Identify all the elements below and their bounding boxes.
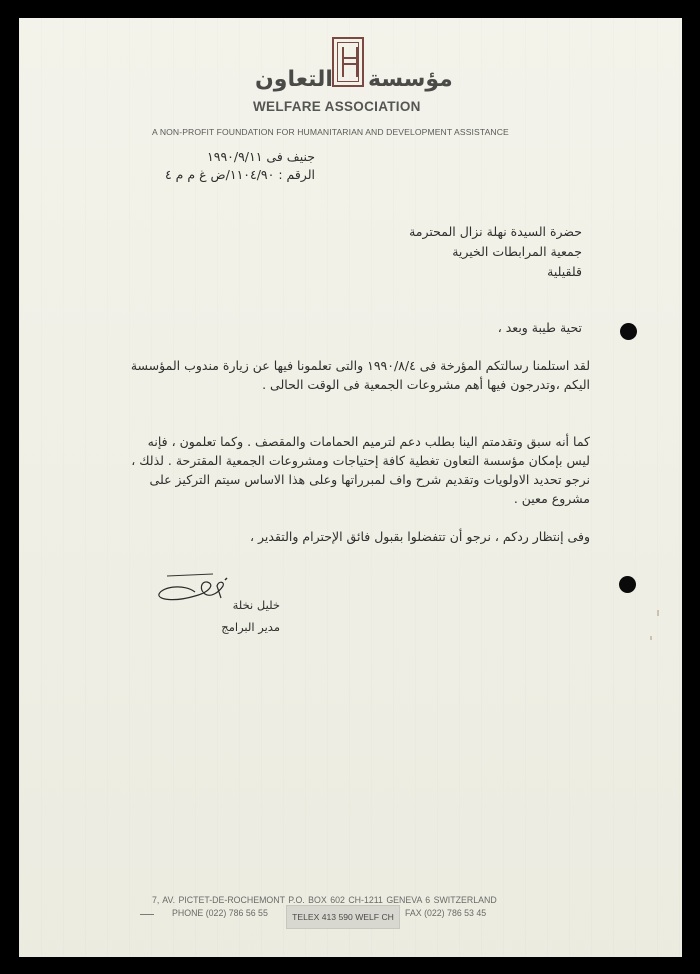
footer-address: 7, AV. PICTET-DE-ROCHEMONT P.O. BOX 602 CH-1211 GENEVA 6 SWITZERLAND [152,895,497,905]
dateline: جنيف فى ١٩٩٠/٩/١١ [207,149,315,164]
reference-number: الرقم : ١١٠٤/٩٠/ض غ م م ٤ [164,167,315,182]
organization-name: WELFARE ASSOCIATION [253,99,421,114]
closing-paragraph: وفى إنتظار ردكم ، نرجو أن تتفضلوا بقبول فائق الإحترام والتقدير ، [250,529,590,544]
paper-speck [650,636,652,640]
paper-speck [657,610,659,616]
body-paragraph-1: لقد استلمنا رسالتكم المؤرخة فى ١٩٩٠/٨/٤ والتى تعلمونا فيها عن زيارة مندوب المؤسسة اليكم ،وتدرجون فيها أهم مشروعات الجمعية فى الوقت الحالى . [130,358,590,392]
footer-phone: PHONE (022) 786 56 55 [172,908,268,918]
recipient-organization: جمعية المرابطات الخيرية [452,244,582,259]
telex-box: TELEX 413 590 WELF CH [286,905,400,929]
punch-hole-top [620,323,637,340]
footer-fax: FAX (022) 786 53 45 [405,908,487,918]
punch-hole-bottom [619,576,636,593]
signatory-name: خليل نخلة [232,598,280,612]
tagline: A NON-PROFIT FOUNDATION FOR HUMANITARIAN AND DEVELOPMENT ASSISTANCE [152,127,509,137]
recipient-name: حضرة السيدة نهلة نزال المحترمة [409,224,582,239]
handwritten-signature-icon [155,572,235,606]
signatory-title: مدير البرامج [221,620,280,634]
logo-arabic-left: التعاون [255,67,333,92]
body-paragraph-2: كما أنه سبق وتقدمتم الينا بطلب دعم لترميم الحمامات والمقصف . وكما تعلمون ، فإنه ليس بإمكان مؤسسة التعاون تغطية كافة إحتياجات ومشروعات الجمعية المقترحة . لذلك ، نرجو تحديد الاولويات وتقديم شرح واف لمبرراتها وعلى هذا الاساس سيتم التركيز على مشروع معين . [131,434,590,506]
kufic-emblem-icon [332,37,364,87]
recipient-city: قلقيلية [547,264,582,279]
greeting: تحية طيبة وبعد ، [497,320,582,335]
footer-dash [140,914,154,915]
logo-arabic-right: مؤسسة [368,67,453,92]
